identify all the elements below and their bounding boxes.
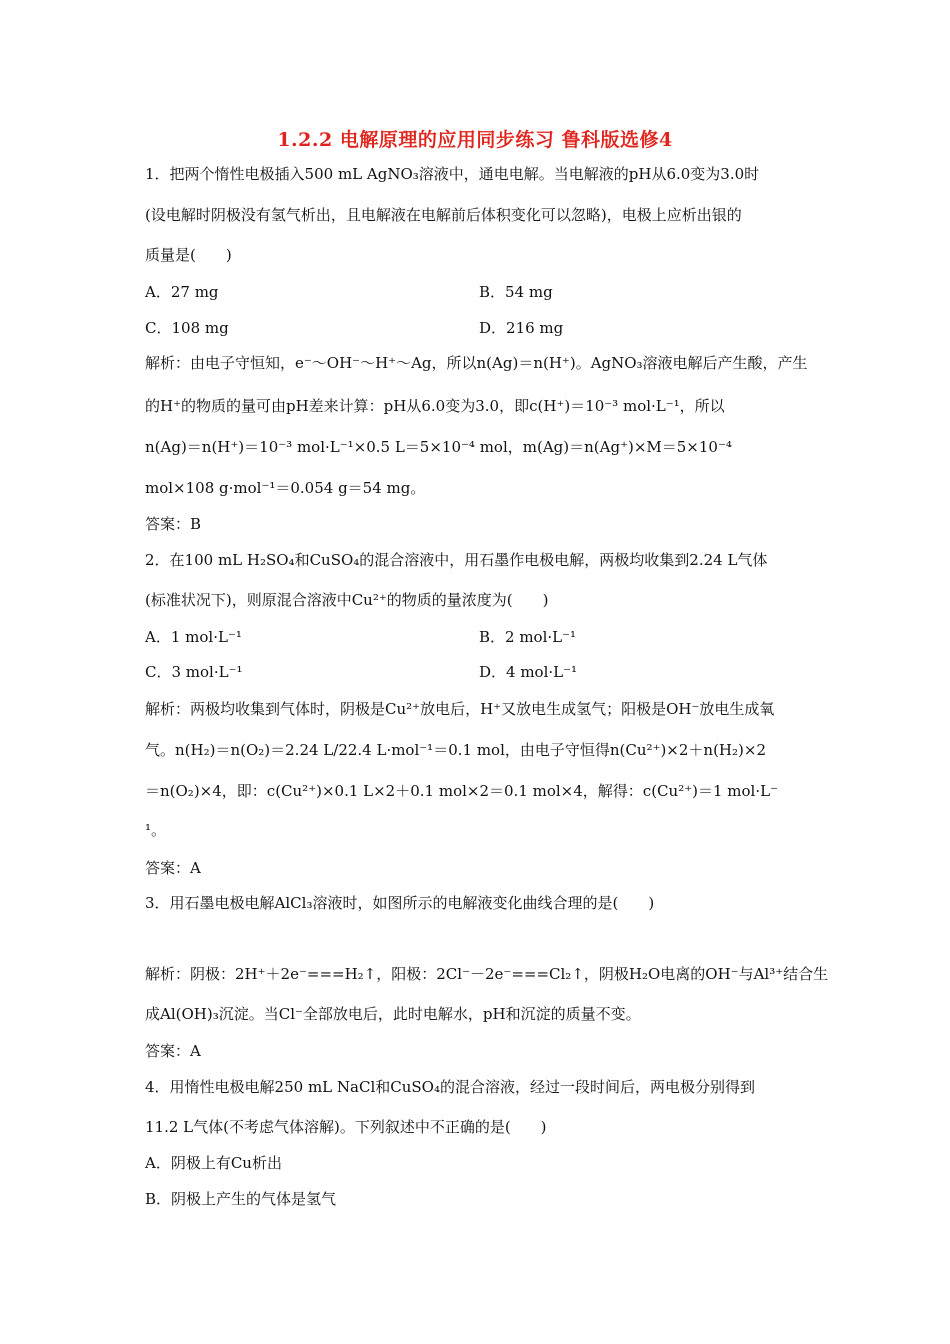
q2-analysis-line-1: 解析：两极均收集到气体时，阴极是Cu²⁺放电后，H⁺又放电生成氢气；阳极是OH⁻放电生成氧 xyxy=(145,700,775,718)
q4-option-a: A．阴极上有Cu析出 xyxy=(145,1154,282,1172)
q2-analysis-line-4: ¹。 xyxy=(145,821,167,839)
q1-option-d: D．216 mg xyxy=(479,319,564,337)
q2-analysis-line-3: ＝n(O₂)×4，即：c(Cu²⁺)×0.1 L×2＋0.1 mol×2＝0.1 mol×4，解得：c(Cu²⁺)＝1 mol·L⁻ xyxy=(145,782,778,800)
q2-analysis-line-2: 气。n(H₂)＝n(O₂)＝2.24 L/22.4 L·mol⁻¹＝0.1 mol，由电子守恒得n(Cu²⁺)×2＋n(H₂)×2 xyxy=(145,741,766,759)
q3-analysis-line-2: 成Al(OH)₃沉淀。当Cl⁻全部放电后，此时电解水，pH和沉淀的质量不变。 xyxy=(145,1005,641,1023)
q2-stem-line-2: (标准状况下)，则原混合溶液中Cu²⁺的物质的量浓度为( ) xyxy=(145,591,549,609)
q2-option-b: B．2 mol·L⁻¹ xyxy=(479,628,577,646)
q4-stem-line-1: 4．用惰性电极电解250 mL NaCl和CuSO₄的混合溶液，经过一段时间后，两电极分别得到 xyxy=(145,1078,755,1096)
q1-analysis-line-4: mol×108 g·mol⁻¹＝0.054 g＝54 mg。 xyxy=(145,479,426,497)
q3-analysis-line-1: 解析：阴极：2H⁺＋2e⁻===H₂↑，阳极：2Cl⁻－2e⁻===Cl₂↑，阴极H₂O电离的OH⁻与Al³⁺结合生 xyxy=(145,965,829,983)
q3-answer: 答案：A xyxy=(145,1042,201,1060)
q2-stem-line-1: 2．在100 mL H₂SO₄和CuSO₄的混合溶液中，用石墨作电极电解，两极均收集到2.24 L气体 xyxy=(145,551,768,569)
q1-stem-line-1: 1．把两个惰性电极插入500 mL AgNO₃溶液中，通电电解。当电解液的pH从6.0变为3.0时 xyxy=(145,165,760,183)
q4-stem-line-2: 11.2 L气体(不考虑气体溶解)。下列叙述中不正确的是( ) xyxy=(145,1118,547,1136)
q4-option-b: B．阴极上产生的气体是氢气 xyxy=(145,1190,337,1208)
q1-option-b: B．54 mg xyxy=(479,283,553,301)
q2-answer: 答案：A xyxy=(145,859,201,877)
q1-analysis-line-3: n(Ag)＝n(H⁺)＝10⁻³ mol·L⁻¹×0.5 L＝5×10⁻⁴ mol，m(Ag)＝n(Ag⁺)×M＝5×10⁻⁴ xyxy=(145,438,732,456)
q1-analysis-line-2: 的H⁺的物质的量可由pH差来计算：pH从6.0变为3.0，即c(H⁺)＝10⁻³ mol·L⁻¹，所以 xyxy=(145,397,725,415)
q1-option-a: A．27 mg xyxy=(145,283,219,301)
document-title: 1.2.2 电解原理的应用同步练习 鲁科版选修4 xyxy=(277,129,673,151)
q2-option-c: C．3 mol·L⁻¹ xyxy=(145,663,243,681)
q1-answer: 答案：B xyxy=(145,515,202,533)
q3-stem: 3．用石墨电极电解AlCl₃溶液时，如图所示的电解液变化曲线合理的是( ) xyxy=(145,894,655,912)
q2-option-a: A．1 mol·L⁻¹ xyxy=(145,628,242,646)
q1-stem-line-3: 质量是( ) xyxy=(145,246,232,264)
q2-option-d: D．4 mol·L⁻¹ xyxy=(479,663,578,681)
q1-stem-line-2: (设电解时阴极没有氢气析出，且电解液在电解前后体积变化可以忽略)，电极上应析出银的 xyxy=(145,206,742,224)
q1-analysis-line-1: 解析：由电子守恒知，e⁻～OH⁻～H⁺～Ag，所以n(Ag)＝n(H⁺)。AgNO₃溶液电解后产生酸，产生 xyxy=(145,354,808,372)
q1-option-c: C．108 mg xyxy=(145,319,229,337)
